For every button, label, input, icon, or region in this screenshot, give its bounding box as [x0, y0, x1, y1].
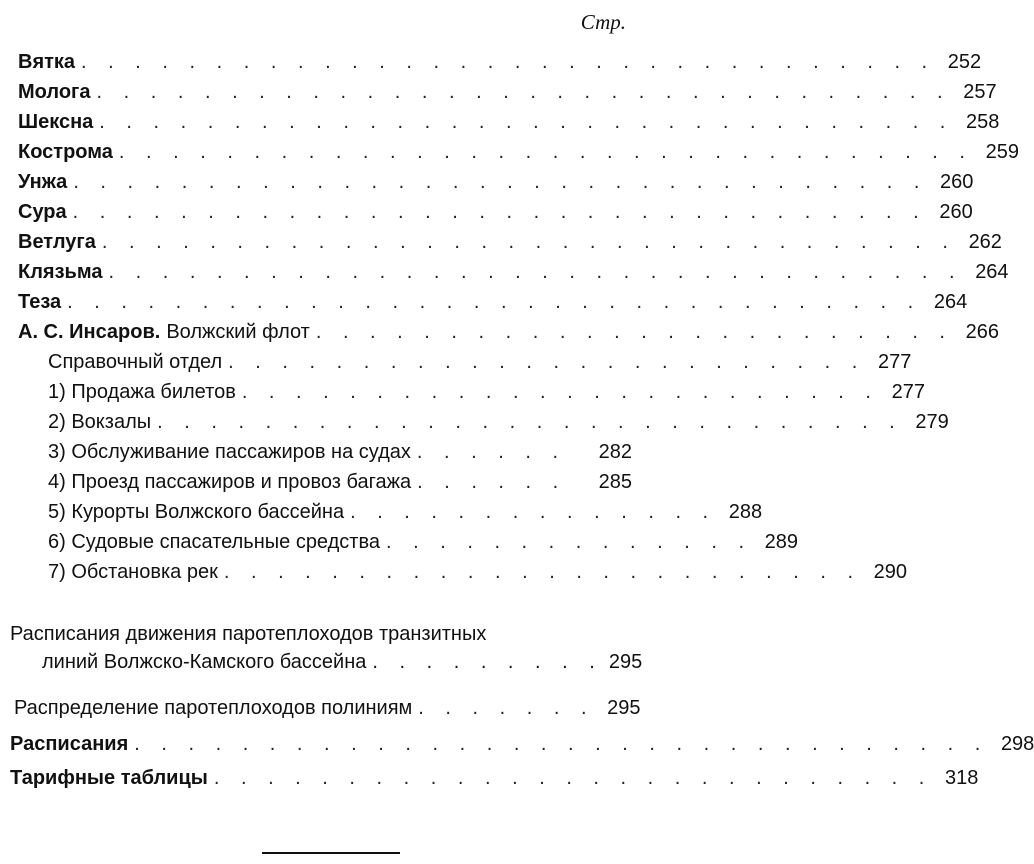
toc-entry-mologa: [18, 74, 997, 104]
toc-subentry-service: [48, 434, 632, 464]
toc-entry-page: 264: [933, 291, 968, 313]
toc-entry-kostroma: [18, 134, 1019, 164]
toc-entry-page: 264: [975, 261, 1009, 283]
toc-entry-title: 6) Судовые спасательные средства: [48, 531, 380, 553]
toc-entry-sura: [18, 194, 973, 224]
leader-dots: . . . . . . . . . . . . . . . . . . . . . . . . . . . . . . . .: [108, 261, 963, 283]
toc-entry-vetluga: [18, 224, 1002, 254]
toc-entry-title: Сура: [18, 201, 67, 223]
leader-dots: . . . . . . . . . . . . . . . . . . . . . . . . . . . . . . . .: [81, 51, 936, 73]
toc-entry-unzha: [18, 164, 974, 194]
toc-entry-title: 4) Проезд пассажиров и провоз багажа: [48, 471, 412, 493]
toc-entry-page: 260: [940, 171, 974, 193]
toc-entry-sheksna: [18, 104, 1000, 134]
toc-entry-title: Волжский флот: [166, 321, 310, 343]
toc-entry-title-line2: линий Волжско-Камского бассейна: [42, 651, 367, 673]
toc-entry-transit-schedules: [10, 620, 643, 676]
toc-entry-page: 277: [877, 351, 912, 373]
toc-entry-page: 318: [944, 767, 979, 789]
toc-entry-title: Молога: [18, 81, 91, 103]
leader-dots: . . . . . . . . . . . . . .: [385, 531, 753, 553]
toc-entry-tariff: [10, 760, 979, 790]
toc-subentry-travel: [48, 464, 632, 494]
page-column-label: Стр.: [580, 10, 626, 34]
toc-entry-title: 5) Курорты Волжского бассейна: [48, 501, 345, 523]
toc-entry-title: 1) Продажа билетов: [48, 381, 236, 403]
toc-entry-title: Вятка: [18, 51, 76, 73]
footer-rule: [262, 852, 400, 854]
leader-dots: . . . . . . . . . . . . . . . . . . . . . . . .: [315, 321, 953, 343]
toc-entry-page: 289: [764, 531, 799, 553]
toc-entry-page: 279: [915, 411, 949, 433]
toc-entry-page: 277: [891, 381, 925, 403]
toc-subentry-rescue: [48, 524, 799, 554]
leader-dots: . . . . . . . . . . . . . . . . . . . . . . . . . . . . . . . .: [72, 201, 927, 223]
toc-entry-title: Теза: [18, 291, 62, 313]
leader-dots: . . . . . . . . . . . . . . . . . . . . . . . . . . . . . . . .: [134, 733, 989, 755]
toc-entry-author: А. С. Инсаров.: [18, 321, 161, 343]
toc-entry-page: 285: [598, 471, 632, 493]
leader-dots: . . . . . . . . . . . . . . . . . . . . . . . . . . . .: [157, 411, 903, 433]
leader-dots: . . . . . . . . . . . . . . . . . . . . . . . .: [241, 381, 879, 403]
toc-entry-distribution: [14, 690, 641, 720]
toc-subentry-stations: [48, 404, 949, 434]
toc-entry-vyatka: [18, 44, 982, 74]
leader-dots: . . . . . . .: [418, 697, 595, 719]
toc-entry-title: Клязьма: [18, 261, 103, 283]
toc-entry-title: Кострома: [18, 141, 113, 163]
toc-entry-title: Унжа: [18, 171, 68, 193]
leader-dots: . . . . . .: [416, 441, 567, 463]
toc-entry-reference: [48, 344, 912, 374]
leader-dots: . . . . . . . . . . . . . .: [350, 501, 717, 523]
toc-entry-page: 298: [1000, 733, 1034, 755]
toc-entry-title: Тарифные таблицы: [10, 767, 208, 789]
toc-entry-insarov: [18, 314, 999, 344]
toc-entry-title: 7) Обстановка рек: [48, 561, 218, 583]
toc-entry-title: Ветлуга: [18, 231, 96, 253]
toc-entry-page: 290: [873, 561, 908, 583]
toc-subentry-situation: [48, 554, 908, 584]
toc-subentry-tickets: [48, 374, 925, 404]
leader-dots: . . . . . . . . . . . . . . . . . . . . . . . .: [228, 351, 866, 373]
leader-dots: . . . . . . . . .: [372, 651, 603, 673]
toc-entry-title: 2) Вокзалы: [48, 411, 152, 433]
toc-entry-title: 3) Обслуживание пассажиров на судах: [48, 441, 411, 463]
leader-dots: . . . . . . . . . . . . . . . . . . . . . . . .: [223, 561, 862, 583]
toc-entry-page: 258: [966, 111, 1000, 133]
toc-entry-page: 295: [607, 697, 641, 719]
toc-entry-page: 282: [598, 441, 632, 463]
toc-entry-page: 262: [968, 231, 1002, 253]
toc-entry-title-line1: Расписания движения паротеплоходов транзитных: [10, 623, 487, 645]
toc-entry-page: 288: [728, 501, 763, 523]
toc-entry-title: Расписания: [10, 733, 129, 755]
leader-dots: . . . . . . . . . . . . . . . . . . . . . . . . . . . . . . . .: [99, 111, 954, 133]
leader-dots: . . . . . . . . . . . . . . . . . . . . . . . . . . . . . . . .: [101, 231, 956, 253]
toc-entry-page: 252: [947, 51, 982, 73]
toc-subentry-resorts: [48, 494, 763, 524]
toc-entry-title: Распределение паротеплоходов полиниям: [14, 697, 413, 719]
toc-entry-schedules: [10, 726, 1034, 756]
toc-entry-page: 257: [963, 81, 997, 103]
toc-entry-line2: [10, 648, 643, 676]
toc-entry-title: Шексна: [18, 111, 94, 133]
toc-entry-teza: [18, 284, 968, 314]
leader-dots: . . . . . . . . . . . . . . . . . . . . . . . . . . . . . . . .: [73, 171, 928, 193]
toc-entry-page: 295: [608, 651, 643, 673]
toc-entry-page: 260: [939, 201, 973, 223]
leader-dots: . . . . . . . . . . . . . . . . . . . . . . . . . . . . . . . .: [96, 81, 951, 103]
leader-dots: . . . . . . . . . . . . . . . . . . . . . . . . . . . . . . . .: [118, 141, 973, 163]
leader-dots: . . . . . . . . . . . . . . . . . . . . . . . . . . .: [213, 767, 933, 789]
leader-dots: . . . . . .: [417, 471, 567, 493]
toc-entry-page: 266: [965, 321, 999, 343]
leader-dots: . . . . . . . . . . . . . . . . . . . . . . . . . . . . . . . .: [67, 291, 922, 313]
toc-entry-page: 259: [985, 141, 1019, 163]
toc-entry-klyazma: [18, 254, 1009, 284]
toc-entry-title: Справочный отдел: [48, 351, 223, 373]
